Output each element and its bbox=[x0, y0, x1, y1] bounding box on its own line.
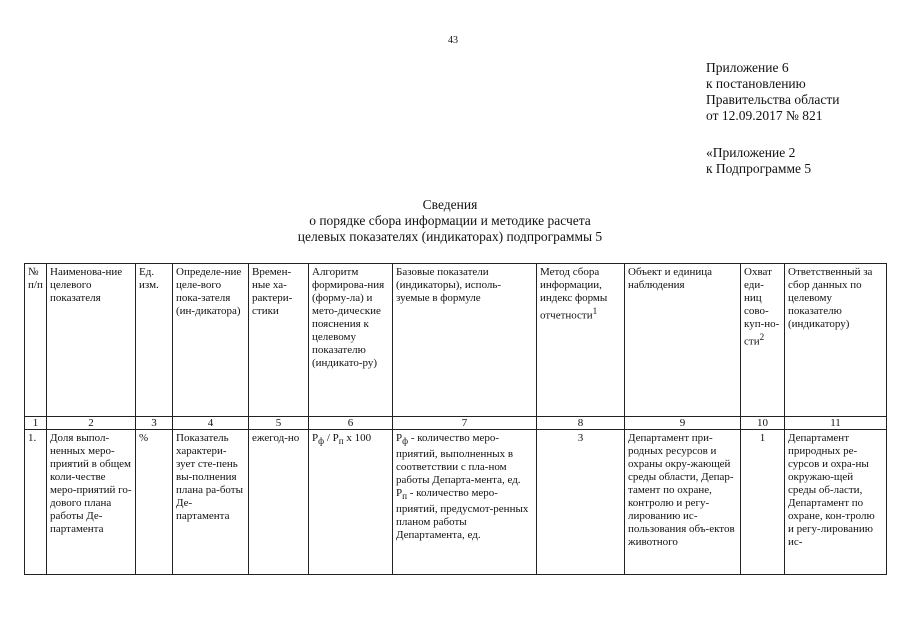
base-text: - количество меро-приятий, выполненных в соответствии с пла-ном работы Департа-мента, ед. bbox=[396, 432, 521, 487]
column-number: 3 bbox=[136, 417, 173, 430]
column-number: 4 bbox=[173, 417, 249, 430]
column-number: 2 bbox=[47, 417, 136, 430]
header-cell: Алгоритм формирова-ния (форму-ла) и мето-дические пояснения к целевому показателю (индикато-ру) bbox=[309, 264, 393, 417]
indicator-responsible: Департамент природных ре-сурсов и охра-ны окружаю-щей среды об-ласти, Департамент по охране, кон-тролю и регу-лированию ис- bbox=[785, 430, 887, 575]
base-symbol: Р bbox=[396, 432, 403, 444]
table-row bbox=[25, 430, 887, 575]
header-cell: Наименова-ние целевого показателя bbox=[47, 264, 136, 417]
footnote-mark: 1 bbox=[592, 306, 598, 316]
indicator-base bbox=[393, 430, 537, 575]
header-cell: Базовые показатели (индикаторы), исполь-зуемые в формуле bbox=[393, 264, 537, 417]
formula-sub: п bbox=[338, 436, 344, 447]
base-pf bbox=[396, 432, 533, 487]
row-number: 1. bbox=[25, 430, 47, 575]
table-header-row bbox=[25, 264, 887, 417]
indicator-definition: Показатель характери-зует сте-пень вы-полнения плана ра-боты Де-партамента bbox=[173, 430, 249, 575]
title-line: целевых показателях (индикаторах) подпрограммы 5 bbox=[297, 229, 603, 244]
header-cell: Определе-ние целе-вого пока-зателя (ин-дикатора) bbox=[173, 264, 249, 417]
base-sub: п bbox=[402, 491, 408, 502]
indicator-object: Департамент при-родных ресурсов и охраны окру-жающей среды области, Депар-тамент по охране, контролю и регу-лированию ис-пользования объ-ектов животного bbox=[625, 430, 741, 575]
header-cell: Ответственный за сбор данных по целевому показателю (индикатору) bbox=[785, 264, 887, 417]
appendix2-line: к Подпрограмме 5 bbox=[706, 161, 812, 176]
header-cell-method bbox=[537, 264, 625, 417]
appendix-line: от 12.09.2017 № 821 bbox=[706, 108, 823, 123]
header-cell-coverage bbox=[741, 264, 785, 417]
formula-part: Р bbox=[312, 432, 319, 444]
indicator-unit: % bbox=[136, 430, 173, 575]
title-line: о порядке сбора информации и методике расчета bbox=[309, 213, 591, 228]
indicator-formula bbox=[309, 430, 393, 575]
header-cell: Времен-ные ха-рактери-стики bbox=[249, 264, 309, 417]
base-pp bbox=[396, 487, 533, 542]
base-symbol: Р bbox=[396, 487, 403, 500]
formula-part: / Р bbox=[324, 432, 339, 444]
base-text: - количество меро-приятий, предусмот-ренных планом работы Департамента, ед. bbox=[396, 487, 529, 542]
appendix-block bbox=[706, 60, 839, 124]
header-cell: № п/п bbox=[25, 264, 47, 417]
document-title bbox=[220, 197, 680, 245]
indicator-time: ежегод-но bbox=[249, 430, 309, 575]
appendix-line: Правительства области bbox=[706, 92, 840, 107]
column-number: 7 bbox=[393, 417, 537, 430]
column-number: 8 bbox=[537, 417, 625, 430]
column-number-row bbox=[25, 417, 887, 430]
appendix-line: Приложение 6 bbox=[706, 60, 789, 75]
column-number: 1 bbox=[25, 417, 47, 430]
indicator-coverage: 1 bbox=[741, 430, 785, 575]
indicators-table bbox=[24, 263, 887, 575]
base-sub: ф bbox=[402, 436, 409, 447]
header-cell: Объект и единица наблюдения bbox=[625, 264, 741, 417]
header-text: Метод сбора информации, индекс формы отчетности bbox=[540, 266, 608, 322]
footnote-mark: 2 bbox=[759, 332, 765, 342]
header-cell: Ед. изм. bbox=[136, 264, 173, 417]
column-number: 11 bbox=[785, 417, 887, 430]
indicator-method: 3 bbox=[537, 430, 625, 575]
page-number: 43 bbox=[448, 35, 458, 46]
column-number: 10 bbox=[741, 417, 785, 430]
indicator-name: Доля выпол-ненных меро-приятий в общем коли-честве меро-приятий го-дового плана работы Де-партамента bbox=[47, 430, 136, 575]
column-number: 9 bbox=[625, 417, 741, 430]
column-number: 5 bbox=[249, 417, 309, 430]
header-text: Охват еди-ниц сово-куп-но-сти bbox=[744, 266, 780, 348]
formula-part: х 100 bbox=[343, 432, 372, 444]
formula-sub: ф bbox=[318, 436, 325, 447]
appendix2-block bbox=[706, 145, 811, 177]
appendix2-line: «Приложение 2 bbox=[706, 145, 796, 160]
title-line: Сведения bbox=[422, 197, 478, 212]
appendix-line: к постановлению bbox=[706, 76, 806, 91]
column-number: 6 bbox=[309, 417, 393, 430]
